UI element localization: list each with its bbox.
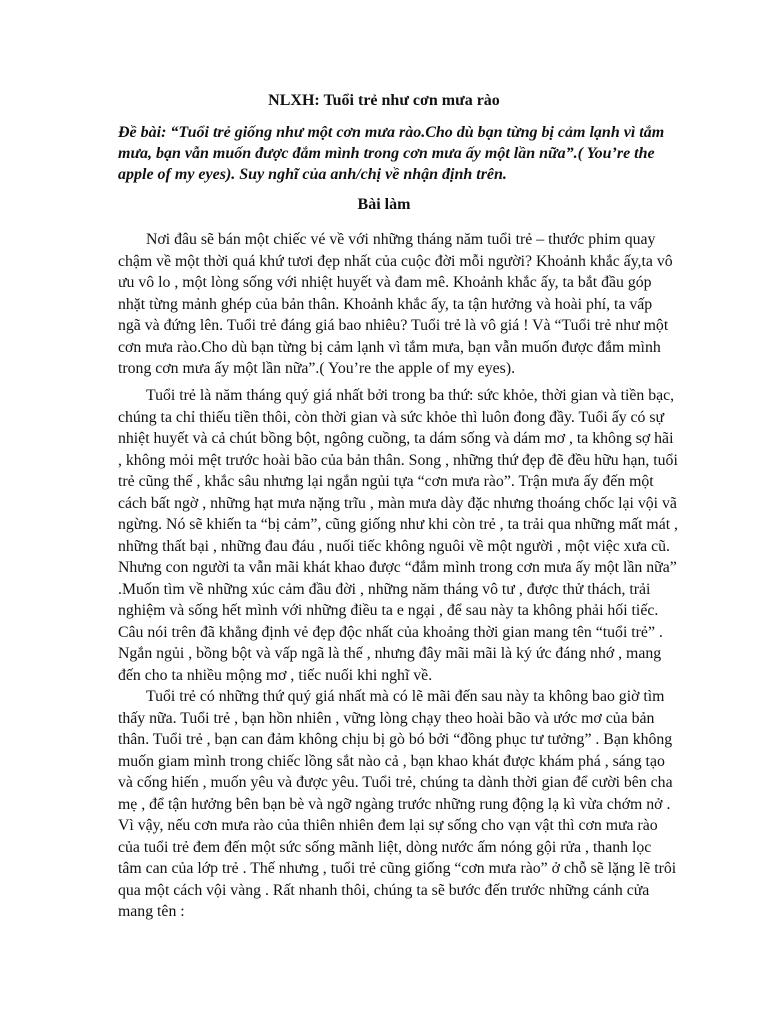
document-title: NLXH: Tuổi trẻ như cơn mưa rào xyxy=(268,92,500,109)
paragraph-1: Nơi đâu sẽ bán một chiếc vé về với những tháng năm tuổi trẻ – thước phim quay chậm về một thời quá khứ tươi đẹp nhất của cuộc đời mỗi người? Khoảnh khắc ấy,ta vô ưu vô lo , một lòng sống với nhiệt huyết và đam mê. Khoảnh khắc ấy, ta bắt đầu góp nhặt từng mảnh ghép của bản thân. Khoảnh khắc ấy, ta tận hưởng và hoài phí, ta vấp ngã và đứng lên. Tuổi trẻ đáng giá bao nhiêu? Tuổi trẻ là vô giá ! Và “Tuổi trẻ như một cơn mưa rào.Cho dù bạn từng bị cảm lạnh vì tắm mưa, bạn vẫn muốn được đắm mình trong cơn mưa ấy một lần nữa”.( You’re the apple of my eyes). xyxy=(118,231,673,377)
paragraph-3: Tuổi trẻ có những thứ quý giá nhất mà có lẽ mãi đến sau này ta không bao giờ tìm thấy nữa. Tuổi trẻ , bạn hồn nhiên , vững lòng chạy theo hoài bão và ước mơ của bản thân. Tuổi trẻ , bạn can đảm không chịu bị gò bó bởi “đồng phục tư tưởng” . Bạn không muốn giam mình trong chiếc lồng sắt nào cả , bạn khao khát được khám phá , sáng tạo và cống hiến , muốn yêu và được yêu. Tuổi trẻ, chúng ta dành thời gian để cười bên cha mẹ , để tận hưởng bên bạn bè và ngỡ ngàng trước những rung động lạ kì vừa chớm nở . Vì vậy, nếu cơn mưa rào của thiên nhiên đem lại sự sống cho vạn vật thì cơn mưa rào của tuổi trẻ đem đến một sức sống mãnh liệt, dòng nước ấm nóng gội rửa , thanh lọc tâm can của lớp trẻ . Thế nhưng , tuổi trẻ cũng giống “cơn mưa rào” ở chỗ sẽ lặng lẽ trôi qua một cách vội vàng . Rất nhanh thôi, chúng ta sẽ bước đến trước những cánh cửa mang tên : xyxy=(118,688,677,920)
paragraph-2: Tuổi trẻ là năm tháng quý giá nhất bởi trong ba thứ: sức khỏe, thời gian và tiền bạc, chúng ta chỉ thiếu tiền thôi, còn thời gian và sức khỏe thì luôn đong đầy. Tuổi ấy có sự nhiệt huyết và cả chút bồng bột, ngông cuồng, ta dám sống và dám mơ , ta không sợ hãi , không mỏi mệt trước hoài bão của bản thân. Song , những thứ đẹp đẽ đều hữu hạn, tuổi trẻ cũng thế , khắc sâu nhưng lại ngắn ngủi tựa “cơn mưa rào”. Trận mưa ấy đến một cách bất ngờ , những hạt mưa nặng trĩu , màn mưa dày đặc nhưng thoáng chốc lại vội vã ngừng. Nó sẽ khiến ta “bị cảm”, cũng giống như khi còn trẻ , ta trải qua những mất mát , những thất bại , những đau đáu , nuối tiếc không nguôi về một người , một việc xưa cũ. Nhưng con người ta vẫn mãi khát khao được “đắm mình trong cơn mưa ấy một lần nữa” .Muốn tìm về những xúc cảm đầu đời , những năm tháng vô tư , được thử thách, trải nghiệm và sống hết mình với những điều ta e ngại , để sau này ta không phải hối tiếc. Câu nói trên đã khẳng định vẻ đẹp độc nhất của khoảng thời gian mang tên “tuổi trẻ” . Ngắn ngủi , bồng bột và vấp ngã là thế , nhưng đây mãi mãi là ký ức đáng nhớ , mang đến cho ta nhiều mộng mơ , tiếc nuối khi nghĩ về. xyxy=(118,387,679,684)
essay-prompt: Đề bài: “Tuổi trẻ giống như một cơn mưa rào.Cho dù bạn từng bị cảm lạnh vì tắm mưa, bạn vẫn muốn được đắm mình trong cơn mưa ấy một lần nữa”.( You’re the apple of my eyes). Suy nghĩ của anh/chị về nhận định trên. xyxy=(118,124,665,183)
essay-subtitle: Bài làm xyxy=(357,196,411,213)
